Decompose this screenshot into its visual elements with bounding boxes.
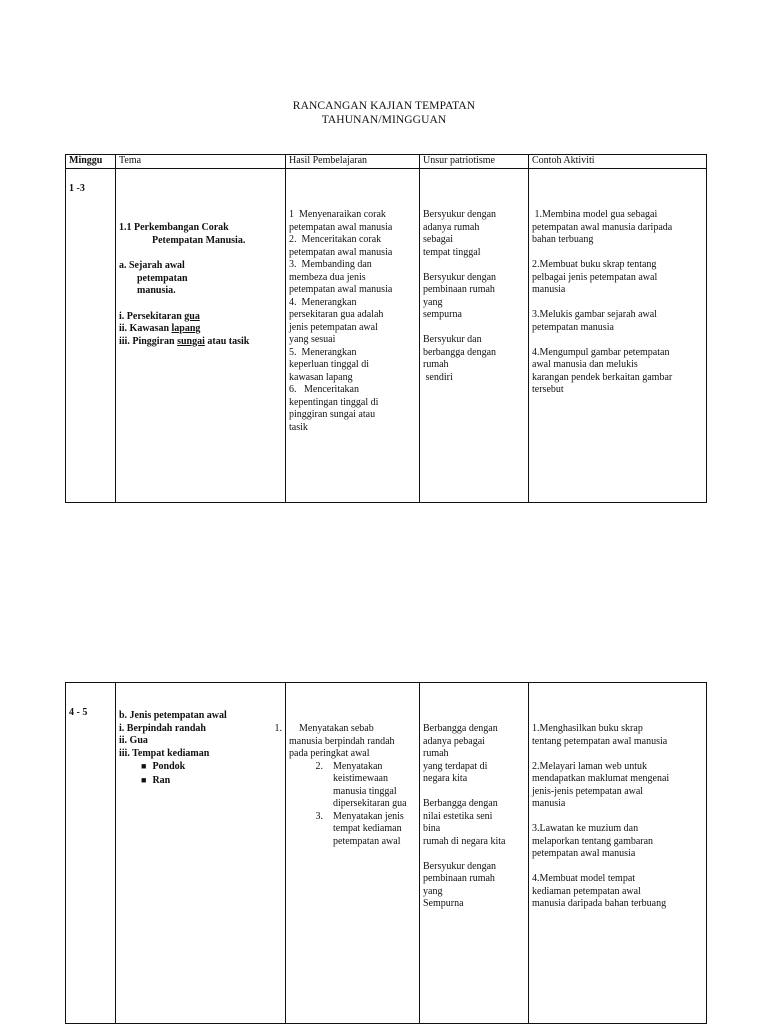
tema-heading-line-2: Petempatan Manusia. xyxy=(152,234,246,246)
item-number: 2. xyxy=(315,760,323,772)
contoh-line: petempatan awal manusia daripada xyxy=(532,221,673,233)
contoh-line: kediaman petempatan awal xyxy=(532,885,641,897)
list-item-text: iii. Pinggiran xyxy=(119,335,178,347)
unsur-line: yang terdapat di xyxy=(423,760,488,772)
unsur-line: Bersyukur dengan xyxy=(423,271,497,283)
unsur-line: Berbangga dengan xyxy=(423,723,498,734)
contoh-line: manusia xyxy=(532,798,566,809)
item-lines xyxy=(323,811,404,849)
square-bullet-icon: ■ xyxy=(141,774,147,785)
contoh-line: 1.Membina model gua sebagai xyxy=(532,209,658,220)
plan-table-1 xyxy=(65,154,707,503)
title-line-2: TAHUNAN/MINGGUAN xyxy=(321,114,447,126)
tema-cell xyxy=(116,683,286,1024)
hasil-line: yang sesuai xyxy=(289,334,336,345)
tema-list xyxy=(119,311,282,349)
contoh-line xyxy=(532,748,703,761)
hasil-line: Menyatakan jenis xyxy=(333,810,404,822)
unsur-line: bina xyxy=(423,823,441,834)
contoh-cell xyxy=(529,683,707,1024)
unsur-line: sebagai xyxy=(423,234,453,245)
unsur-line: rumah di negara kita xyxy=(423,835,506,847)
unsur-line: sendiri xyxy=(423,371,453,383)
unsur-line: yang xyxy=(423,296,443,308)
header-tema: Tema xyxy=(116,155,286,169)
table-row xyxy=(66,683,707,1024)
list-item-number: 1. xyxy=(274,722,282,734)
bullet-text: Pondok xyxy=(152,761,186,772)
contoh-line xyxy=(532,811,703,824)
hasil-line: petempatan awal manusia xyxy=(289,284,393,295)
contoh-line: melaporkan tentang gambaran xyxy=(532,835,654,847)
hasil-cell xyxy=(286,169,420,503)
list-item xyxy=(119,311,282,324)
contoh-line: pelbagai jenis petempatan awal xyxy=(532,271,658,283)
unsur-line xyxy=(423,259,525,272)
hasil-line: membeza dua jenis xyxy=(289,271,366,283)
hasil-line: manusia berpindah randah xyxy=(289,735,395,747)
hasil-line: keperluan tinggal di xyxy=(289,359,369,370)
hasil-lines xyxy=(289,209,416,434)
hasil-numbered-item xyxy=(289,761,416,811)
contoh-line: 3.Lawatan ke muzium dan xyxy=(532,823,639,834)
hasil-line: tempat kediaman xyxy=(333,823,402,834)
list-item-text: atau tasik xyxy=(204,335,250,347)
contoh-line xyxy=(532,861,703,874)
list-item-text: i. Berpindah randah xyxy=(119,722,206,734)
unsur-line: sempurna xyxy=(423,309,462,320)
contoh-line xyxy=(532,334,703,347)
hasil-line: jenis petempatan awal xyxy=(289,321,378,333)
unsur-line: negara kita xyxy=(423,773,468,784)
list-item: iii. Tempat kediaman xyxy=(119,747,210,759)
tema-list xyxy=(119,710,282,787)
header-minggu: Minggu xyxy=(66,155,116,169)
header-hasil: Hasil Pembelajaran xyxy=(286,155,420,169)
header-unsur: Unsur patriotisme xyxy=(420,155,529,169)
unsur-cell xyxy=(420,169,529,503)
bullet-item xyxy=(119,774,282,788)
hasil-cell xyxy=(286,683,420,1024)
tema-heading-line-1: 1.1 Perkembangan Corak xyxy=(119,222,229,233)
hasil-numbered-item xyxy=(289,811,416,849)
hasil-line: keistimewaan xyxy=(333,773,388,784)
minggu-cell xyxy=(66,683,116,1024)
contoh-line: bahan terbuang xyxy=(532,234,594,245)
bullet-item xyxy=(119,760,282,774)
hasil-line: Menyatakan sebab xyxy=(299,723,374,734)
contoh-line xyxy=(532,247,703,260)
contoh-cell xyxy=(529,169,707,503)
contoh-line: petempatan awal manusia xyxy=(532,848,636,859)
square-bullet-icon: ■ xyxy=(141,761,147,771)
hasil-line: manusia tinggal xyxy=(333,785,397,797)
hasil-line: petempatan awal manusia xyxy=(289,246,393,258)
contoh-line: petempatan manusia xyxy=(532,321,614,333)
tema-sub-line-1: a. Sejarah awal xyxy=(119,260,185,271)
list-item-underlined: gua xyxy=(184,310,200,322)
contoh-line: awal manusia dan melukis xyxy=(532,359,638,370)
unsur-line: adanya rumah xyxy=(423,221,480,233)
contoh-line: 2.Membuat buku skrap tentang xyxy=(532,259,657,270)
header-row xyxy=(66,155,707,169)
contoh-line: tersebut xyxy=(532,384,564,395)
unsur-line: rumah xyxy=(423,748,449,759)
unsur-line: adanya pebagai xyxy=(423,735,485,747)
list-item-text: ii. Kawasan xyxy=(119,323,172,334)
hasil-line: 1 Menyenaraikan corak xyxy=(289,209,386,220)
hasil-line: persekitaran gua adalah xyxy=(289,309,384,320)
hasil-line: petempatan awal xyxy=(333,835,401,847)
contoh-line: 2.Melayari laman web untuk xyxy=(532,760,647,772)
tema-cell xyxy=(116,169,286,503)
minggu-value: 4 - 5 xyxy=(69,707,88,718)
hasil-line: pinggiran sungai atau xyxy=(289,409,376,420)
list-item xyxy=(119,723,282,736)
item-number: 3. xyxy=(315,810,323,822)
hasil-line: 2. Menceritakan corak xyxy=(289,234,382,245)
hasil-lines xyxy=(289,723,416,848)
list-item: ii. Gua xyxy=(119,735,148,746)
contoh-lines xyxy=(532,209,703,397)
document-title xyxy=(0,99,768,127)
tema-heading xyxy=(119,222,282,247)
list-item-underlined: lapang xyxy=(171,323,201,334)
unsur-line xyxy=(423,848,525,861)
hasil-line: kepentingan tinggal di xyxy=(289,396,379,408)
header-contoh: Contoh Aktiviti xyxy=(529,155,707,169)
list-item-text: i. Persekitaran xyxy=(119,310,185,322)
contoh-line: mendapatkan maklumat mengenai xyxy=(532,773,670,784)
tema-sub-line-2: petempatan xyxy=(137,272,188,284)
hasil-line: pada peringkat awal xyxy=(289,748,370,759)
list-item xyxy=(119,323,282,336)
contoh-line: 3.Melukis gambar sejarah awal xyxy=(532,309,657,320)
hasil-line: 3. Membanding dan xyxy=(289,259,372,270)
contoh-line: manusia xyxy=(532,284,566,295)
bullet-text: Ran xyxy=(152,774,171,786)
unsur-line: Bersyukur dengan xyxy=(423,860,497,872)
unsur-line: Bersyukur dan xyxy=(423,334,482,345)
contoh-line: karangan pendek berkaitan gambar xyxy=(532,371,673,383)
tema-subheading xyxy=(119,260,282,298)
contoh-line: 4.Mengumpul gambar petempatan xyxy=(532,346,670,358)
minggu-cell xyxy=(66,169,116,503)
unsur-line: berbangga dengan xyxy=(423,346,497,358)
plan-table-2 xyxy=(65,682,707,1024)
unsur-line: nilai estetika seni xyxy=(423,810,493,822)
unsur-line xyxy=(423,322,525,335)
unsur-line: Berbangga dengan xyxy=(423,798,498,809)
unsur-cell xyxy=(420,683,529,1024)
hasil-line: petempatan awal manusia xyxy=(289,221,393,233)
hasil-line: 6. Menceritakan xyxy=(289,384,359,395)
hasil-line: Menyatakan xyxy=(333,760,383,772)
contoh-line: 1.Menghasilkan buku skrap xyxy=(532,723,643,734)
title-line-1: RANCANGAN KAJIAN TEMPATAN xyxy=(292,100,476,112)
hasil-line: tasik xyxy=(289,421,308,433)
contoh-line: jenis-jenis petempatan awal xyxy=(532,785,644,797)
unsur-lines xyxy=(423,723,525,911)
minggu-value: 1 -3 xyxy=(69,183,85,194)
hasil-line: kawasan lapang xyxy=(289,371,353,383)
contoh-line: 4.Membuat model tempat xyxy=(532,873,636,884)
unsur-line: yang xyxy=(423,885,443,897)
contoh-line xyxy=(532,297,703,310)
unsur-line: Bersyukur dengan xyxy=(423,209,497,220)
unsur-line xyxy=(423,786,525,799)
table-row xyxy=(66,169,707,503)
unsur-line: pembinaan rumah xyxy=(423,873,495,884)
hasil-line: 5. Menerangkan xyxy=(289,346,357,358)
unsur-line: pembinaan rumah xyxy=(423,284,495,295)
contoh-line: tentang petempatan awal manusia xyxy=(532,735,668,747)
list-item xyxy=(119,336,282,349)
list-item-underlined: sungai xyxy=(177,335,205,347)
contoh-line: manusia daripada bahan terbuang xyxy=(532,898,667,909)
unsur-line: Sempurna xyxy=(423,898,464,909)
unsur-line: rumah xyxy=(423,359,449,370)
unsur-line: tempat tinggal xyxy=(423,246,481,258)
contoh-lines xyxy=(532,723,703,911)
hasil-line: 4. Menerangkan xyxy=(289,296,357,308)
unsur-lines xyxy=(423,209,525,384)
item-lines xyxy=(323,761,407,811)
tema-heading: b. Jenis petempatan awal xyxy=(119,710,227,721)
hasil-line: dipersekitaran gua xyxy=(333,798,407,809)
tema-sub-line-3: manusia. xyxy=(137,285,176,296)
